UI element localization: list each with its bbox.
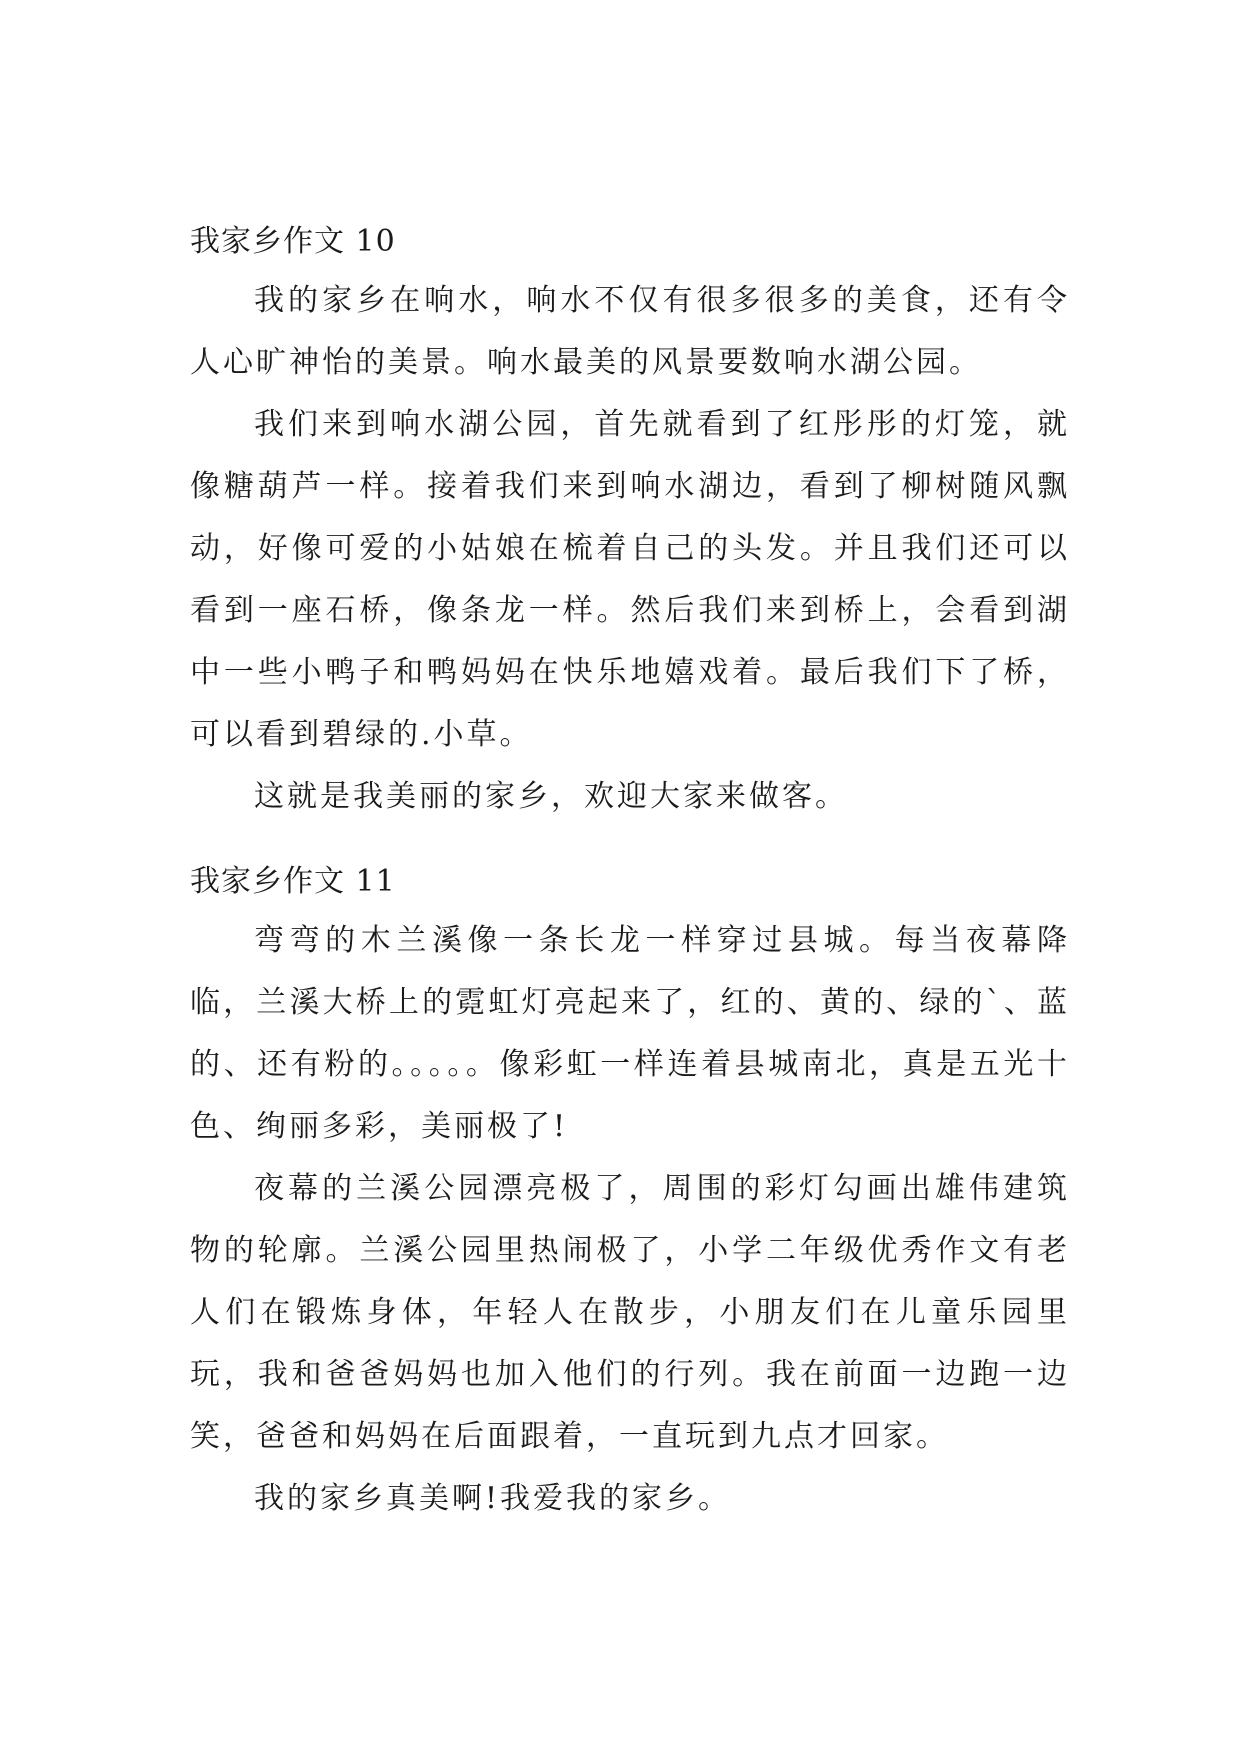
essay-title: 我家乡作文 10 [190,224,396,259]
essay-paragraph: 弯弯的木兰溪像一条长龙一样穿过县城。每当夜幕降临，兰溪大桥上的霓虹灯亮起来了，红的、黄的、绿的`、蓝的、还有粉的。。。。。像彩虹一样连着县城南北，真是五光十色、绚丽多彩，美丽极了! [190,923,1070,1144]
essay-section-10 [190,218,1070,828]
essay-section-11 [190,858,1070,1530]
essay-paragraph: 这就是我美丽的家乡，欢迎大家来做客。 [254,779,848,814]
essay-paragraph: 我的家乡真美啊!我爱我的家乡。 [254,1481,732,1516]
essay-paragraph: 我的家乡在响水，响水不仅有很多很多的美食，还有令人心旷神怡的美景。响水最美的风景要数响水湖公园。 [190,283,1070,380]
essay-paragraph: 夜幕的兰溪公园漂亮极了，周围的彩灯勾画出雄伟建筑物的轮廓。兰溪公园里热闹极了，小学二年级优秀作文有老人们在锻炼身体，年轻人在散步，小朋友们在儿童乐园里玩，我和爸爸妈妈也加入他们的行列。我在前面一边跑一边笑，爸爸和妈妈在后面跟着，一直玩到九点才回家。 [190,1171,1070,1454]
essay-paragraph: 我们来到响水湖公园，首先就看到了红彤彤的灯笼，就像糖葫芦一样。接着我们来到响水湖边，看到了柳树随风飘动，好像可爱的小姑娘在梳着自己的头发。并且我们还可以看到一座石桥，像条龙一样。然后我们来到桥上，会看到湖中一些小鸭子和鸭妈妈在快乐地嬉戏着。最后我们下了桥，可以看到碧绿的.小草。 [190,407,1070,752]
essay-title: 我家乡作文 11 [190,864,396,899]
